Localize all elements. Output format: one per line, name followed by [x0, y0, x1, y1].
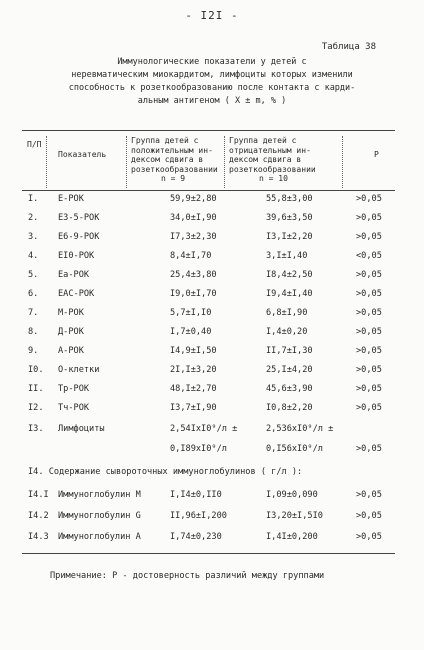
table-row [0, 424, 424, 442]
row-indicator: Иммуноглобулин А [58, 532, 141, 542]
row-group1-value: I,74±0,230 [170, 532, 222, 542]
row-group1-value: 25,4±3,80 [170, 270, 217, 280]
row-group2-value: I,4I±0,200 [266, 532, 318, 542]
row-group1-value: 34,0±I,90 [170, 213, 217, 223]
table-label: Таблица 38 [321, 42, 376, 52]
row-indicator: Лимфоциты [58, 424, 105, 434]
row-p-value: >0,05 [356, 308, 382, 318]
header-line: розеткообразовании [229, 164, 316, 174]
row-group1-value: 8,4±I,70 [170, 251, 212, 261]
row-p-value: >0,05 [356, 365, 382, 375]
row-group2-value: I,09±0,090 [266, 490, 318, 500]
table-row [0, 403, 424, 421]
row-number: 3. [28, 232, 39, 242]
table-row [0, 532, 424, 550]
row-p-value: >0,05 [356, 232, 382, 242]
table-row [0, 232, 424, 250]
row-p-value: >0,05 [356, 444, 382, 454]
row-indicator: Д-РОК [58, 327, 84, 337]
header-line: Группа детей с [229, 136, 297, 145]
header-line: отрицательным ин- [229, 145, 311, 155]
row-number: 8. [28, 327, 39, 337]
table-bottom-rule [22, 553, 395, 554]
row-number: I4.2 [28, 511, 49, 521]
row-group2-value: 6,8±I,90 [266, 308, 308, 318]
row-group1-value: I,7±0,40 [170, 327, 212, 337]
row-p-value: >0,05 [356, 384, 382, 394]
page-number: - I2I - [185, 9, 239, 22]
row-indicator: Еа-РОК [58, 270, 90, 280]
header-line: розеткообразовании [131, 164, 218, 174]
row-p-value: >0,05 [356, 490, 382, 500]
column-divider [126, 136, 127, 188]
table-row [0, 251, 424, 269]
row-group1-value: I9,0±I,70 [170, 289, 217, 299]
row-indicator: ЕI0-РОК [58, 251, 95, 261]
caption-line: Иммунологические показатели у детей с [117, 57, 307, 67]
table-top-rule [22, 130, 395, 131]
row-p-value: >0,05 [356, 532, 382, 542]
table-row [0, 346, 424, 364]
table-row [0, 213, 424, 231]
row-number: I4.3 [28, 532, 49, 542]
table-row [0, 327, 424, 345]
row-group1-value: 0,I89xI0⁹/л [170, 444, 227, 454]
table-row [0, 365, 424, 383]
row-group2-value: I0,8±2,20 [266, 403, 313, 413]
column-divider [46, 136, 47, 188]
row-number: 6. [28, 289, 39, 299]
row-number: I4.I [28, 490, 49, 500]
row-group1-value: 59,9±2,80 [170, 194, 217, 204]
row-group2-value: I8,4±2,50 [266, 270, 313, 280]
row-p-value: >0,05 [356, 327, 382, 337]
row-indicator: Тр-РОК [58, 384, 90, 394]
header-line: Группа детей с [131, 136, 199, 145]
row-group2-value: I3,20±I,5I0 [266, 511, 323, 521]
row-number: 2. [28, 213, 39, 223]
row-number: 4. [28, 251, 39, 261]
header-line: n = 9 [161, 174, 186, 183]
table-row [0, 194, 424, 212]
row-indicator: Иммуноглобулин М [58, 490, 141, 500]
table-row [0, 270, 424, 288]
header-bottom-rule [22, 190, 395, 191]
row-indicator: ЕАС-РОК [58, 289, 95, 299]
column-divider [224, 136, 225, 188]
row-group1-value: 2,54IxI0⁹/л ± [170, 424, 238, 434]
row-group1-value: 5,7±I,I0 [170, 308, 212, 318]
row-group1-value: I,I4±0,II0 [170, 490, 222, 500]
row-group2-value: II,7±I,30 [266, 346, 313, 356]
row-indicator: Тч-РОК [58, 403, 90, 413]
row-number: I3. [28, 424, 44, 434]
row-indicator: Е3-5-РОК [58, 213, 100, 223]
row-group2-value: I9,4±I,40 [266, 289, 313, 299]
row-group1-value: 48,I±2,70 [170, 384, 217, 394]
row-number: I2. [28, 403, 44, 413]
caption-line: альным антигеном ( X ± m, % ) [137, 96, 287, 106]
header-indicator: Показатель [58, 150, 107, 159]
row-indicator: М-РОК [58, 308, 84, 318]
row-group2-value: I3,I±2,20 [266, 232, 313, 242]
row-p-value: >0,05 [356, 289, 382, 299]
row-group2-value: 0,I56xI0⁹/л [266, 444, 323, 454]
table-row [0, 289, 424, 307]
header-p: P [374, 150, 379, 159]
row-indicator: Иммуноглобулин G [58, 511, 141, 521]
row-group2-value: 45,6±3,90 [266, 384, 313, 394]
table-row [0, 444, 424, 462]
caption-line: способность к розеткообразованию после контакта с карди- [68, 83, 356, 93]
table-note: Примечание: Р - достоверность различий между группами [50, 571, 325, 581]
header-line: положительным ин- [131, 145, 213, 155]
row-p-value: >0,05 [356, 346, 382, 356]
row-indicator: О-клетки [58, 365, 100, 375]
row-p-value: >0,05 [356, 270, 382, 280]
row-indicator: А-РОК [58, 346, 84, 356]
column-divider [342, 136, 343, 188]
row-number: I. [28, 194, 39, 204]
row-p-value: >0,05 [356, 511, 382, 521]
table-row [0, 511, 424, 529]
header-group1 [131, 136, 218, 184]
row-indicator: Е6-9-РОК [58, 232, 100, 242]
caption-line: неревматическим миокардитом, лимфоциты которых изменили [71, 70, 353, 80]
row-number: 9. [28, 346, 39, 356]
row-p-value: <0,05 [356, 251, 382, 261]
row-p-value: >0,05 [356, 194, 382, 204]
row-group2-value: 55,8±3,00 [266, 194, 313, 204]
table-caption [22, 56, 402, 108]
row-group2-value: 39,6±3,50 [266, 213, 313, 223]
header-line: дексом сдвига в [131, 155, 204, 164]
header-num: П/П [27, 140, 42, 149]
row-group1-value: I7,3±2,30 [170, 232, 217, 242]
header-line: дексом сдвига в [229, 155, 302, 164]
row-number: I0. [28, 365, 44, 375]
row-group2-value: 3,I±I,40 [266, 251, 308, 261]
row-group2-value: I,4±0,20 [266, 327, 308, 337]
row-number: II. [28, 384, 44, 394]
row-p-value: >0,05 [356, 213, 382, 223]
row-group1-value: I3,7±I,90 [170, 403, 217, 413]
row-number: 7. [28, 308, 39, 318]
table-row [0, 308, 424, 326]
row-group2-value: 2,536xI0⁹/л ± [266, 424, 334, 434]
row-group1-value: 2I,I±3,20 [170, 365, 217, 375]
row-group2-value: 25,I±4,20 [266, 365, 313, 375]
row-group1-value: II,96±I,200 [170, 511, 227, 521]
header-group2 [229, 136, 316, 184]
row-group1-value: I4,9±I,50 [170, 346, 217, 356]
table-row [0, 490, 424, 508]
section-heading: I4. Содержание сывороточных иммуноглобулинов ( г/л ): [28, 467, 303, 477]
row-number: 5. [28, 270, 39, 280]
table-row [0, 384, 424, 402]
row-indicator: Е-РОК [58, 194, 84, 204]
row-p-value: >0,05 [356, 403, 382, 413]
header-line: n = 10 [259, 174, 288, 183]
